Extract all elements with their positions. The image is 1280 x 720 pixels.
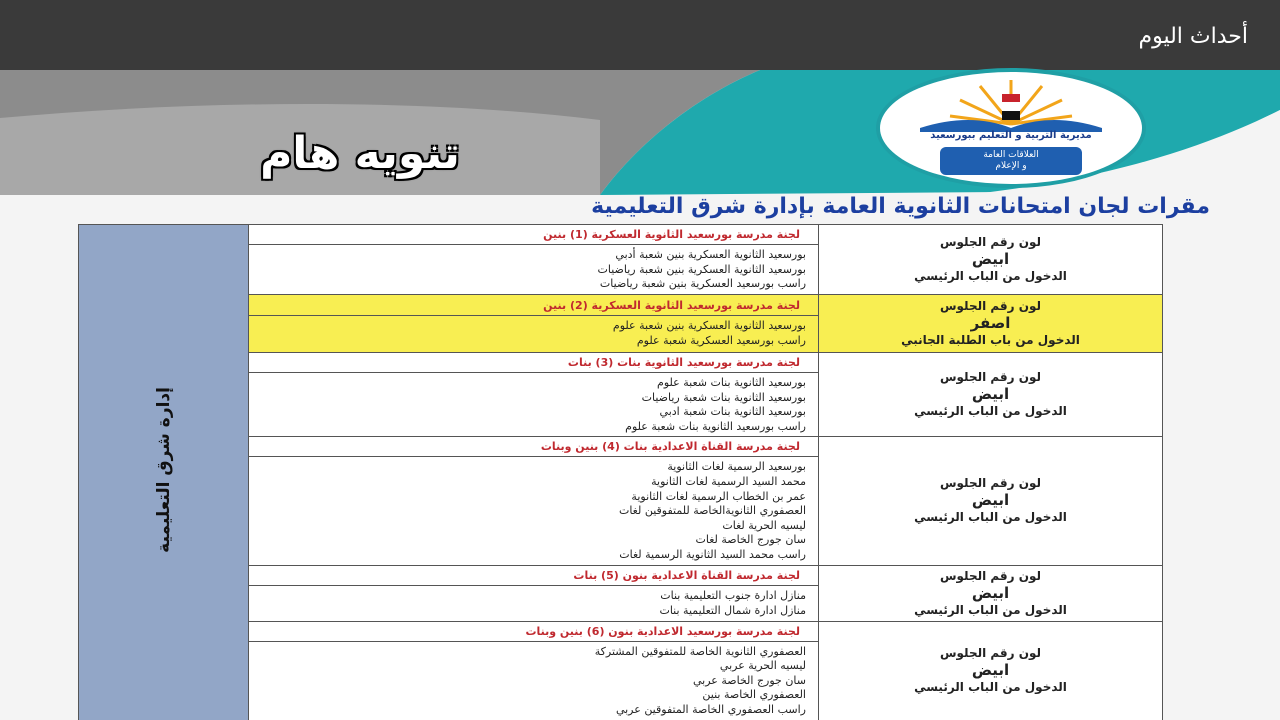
- seat-label: لون رقم الجلوس: [939, 370, 1042, 385]
- seat-color: ابيض: [971, 491, 1010, 510]
- side-label-cell: [79, 225, 249, 720]
- seat-color: ابيض: [971, 661, 1010, 680]
- entrance-info: الدخول من الباب الرئيسي: [914, 680, 1067, 695]
- school-line: راسب بورسعيد العسكرية بنين شعبة رياضيات: [599, 277, 806, 291]
- side-label: إدارة شرق التعليمية: [153, 387, 174, 554]
- committee-title: لجنة مدرسة القناة الاعدادية بنات (4) بنين وبنات: [540, 440, 800, 454]
- seat-info-cell: [819, 225, 1163, 295]
- logo-media-label: و الإعلام: [995, 161, 1027, 171]
- seat-label: لون رقم الجلوس: [939, 568, 1042, 583]
- school-line: العصفوري الثانويةالخاصة للمتفوقين لغات: [618, 504, 806, 518]
- seat-color: اصفر: [970, 314, 1011, 332]
- school-line: بورسعيد الثانوية العسكرية بنين شعبة علوم: [612, 319, 806, 333]
- page-title: تنويه هام: [260, 128, 460, 179]
- entrance-info: الدخول من الباب الرئيسي: [914, 269, 1067, 283]
- school-line: بورسعيد الثانوية بنات شعبة ادبي: [659, 405, 806, 419]
- school-line: محمد السيد الرسمية لغات الثانوية: [651, 474, 806, 488]
- seat-info-cell: [819, 621, 1163, 720]
- school-line: ليسيه الحرية لغات: [722, 518, 806, 532]
- committees-table: [78, 224, 1163, 720]
- entrance-info: الدخول من باب الطلبة الجانبي: [901, 333, 1080, 347]
- school-line: راسب محمد السيد الثانوية الرسمية لغات: [619, 547, 806, 561]
- school-line: راسب العصفوري الخاصة المتفوقين عربي: [615, 702, 806, 716]
- seat-label: لون رقم الجلوس: [939, 235, 1042, 249]
- seat-label: لون رقم الجلوس: [939, 646, 1042, 661]
- committee-cell: [249, 437, 819, 565]
- directorate-logo: [880, 72, 1142, 184]
- school-line: بورسعيد الرسمية لغات الثانوية: [667, 460, 806, 474]
- page-subtitle: مقرات لجان امتحانات الثانوية العامة بإدارة شرق التعليمية: [591, 194, 1210, 219]
- committee-row: [79, 225, 1163, 295]
- seat-info-cell: [819, 437, 1163, 565]
- seat-color: ابيض: [971, 250, 1010, 268]
- committee-title: لجنة مدرسة بورسعيد الثانوية العسكرية (2) بنين: [543, 299, 800, 313]
- logo-band: [940, 147, 1082, 175]
- school-line: بورسعيد الثانوية بنات شعبة علوم: [657, 376, 806, 389]
- seat-label: لون رقم الجلوس: [939, 299, 1042, 313]
- logo-directorate-name: مديرية التربية و التعليم ببورسعيد: [930, 130, 1092, 141]
- school-line: منازل ادارة جنوب التعليمية بنات: [660, 588, 806, 602]
- seat-info-cell: [819, 565, 1163, 621]
- committee-cell: [249, 225, 819, 295]
- school-line: سان جورج الخاصة عربي: [693, 673, 806, 687]
- committee-title: لجنة مدرسة بورسعيد الثانوية العسكرية (1) بنين: [543, 228, 800, 242]
- watermark-text: أحداث اليوم: [1138, 24, 1248, 49]
- committee-title: لجنة مدرسة القناة الاعدادية بنون (5) بنات: [573, 568, 800, 582]
- school-line: عمر بن الخطاب الرسمية لغات الثانوية: [631, 489, 806, 503]
- school-line: العصفوري الخاصة بنين: [702, 688, 806, 702]
- school-line: العصفوري الثانوية الخاصة للمتفوقين المشتركة: [594, 644, 806, 658]
- committee-cell: [249, 353, 819, 437]
- school-line: بورسعيد الثانوية العسكرية بنين شعبة رياضيات: [597, 262, 806, 276]
- school-line: بورسعيد الثانوية بنات شعبة رياضيات: [641, 390, 806, 404]
- seat-info-cell: [819, 295, 1163, 353]
- school-line: بورسعيد الثانوية العسكرية بنين شعبة أدبي: [615, 248, 806, 262]
- seat-color: ابيض: [971, 385, 1010, 404]
- school-line: ليسيه الحرية عربي: [719, 659, 806, 673]
- seat-color: ابيض: [971, 583, 1010, 602]
- seat-info-cell: [819, 353, 1163, 437]
- logo-pr-label: العلاقات العامة: [983, 150, 1039, 160]
- committee-title: لجنة مدرسة بورسعيد الثانوية بنات (3) بنات: [567, 356, 800, 369]
- entrance-info: الدخول من الباب الرئيسي: [914, 404, 1067, 419]
- committee-cell: [249, 621, 819, 720]
- committee-title: لجنة مدرسة بورسعيد الاعدادية بنون (6) بنين وبنات: [525, 624, 800, 638]
- school-line: منازل ادارة شمال التعليمية بنات: [659, 603, 806, 617]
- school-line: راسب بورسعيد الثانوية بنات شعبة علوم: [625, 419, 806, 433]
- seat-label: لون رقم الجلوس: [939, 476, 1042, 491]
- entrance-info: الدخول من الباب الرئيسي: [914, 510, 1067, 525]
- school-line: سان جورج الخاصة لغات: [695, 533, 806, 547]
- committee-cell: [249, 565, 819, 621]
- entrance-info: الدخول من الباب الرئيسي: [914, 602, 1067, 617]
- school-line: راسب بورسعيد العسكرية شعبة علوم: [636, 334, 806, 347]
- committee-cell: [249, 295, 819, 353]
